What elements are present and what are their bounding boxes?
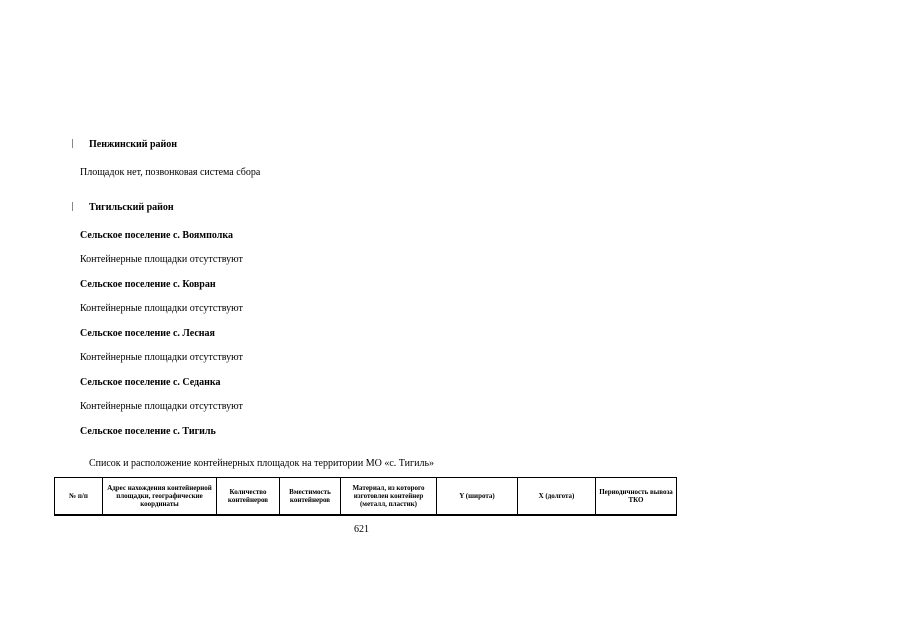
- settlement-status: Контейнерные площадки отсутствуют: [80, 401, 243, 412]
- section-heading-tigilsky: [72, 202, 174, 213]
- column-header: X (долгота): [518, 478, 596, 516]
- column-header: Адрес нахождения контейнерной площадки, географические координаты: [103, 478, 217, 516]
- section-heading-penzhinsky: [72, 139, 177, 150]
- column-header: Вместимость контейнеров: [280, 478, 341, 516]
- section-heading-text: Пенжинский район: [89, 139, 178, 150]
- table-header-row: [55, 478, 677, 516]
- bullet-icon: [72, 202, 76, 211]
- column-header: Y (широта): [437, 478, 518, 516]
- settlement-status: Контейнерные площадки отсутствуют: [80, 254, 243, 265]
- settlement-name: Сельское поселение с. Воямполка: [80, 230, 233, 241]
- page-number: 621: [354, 524, 369, 535]
- column-header: Материал, из которого изготовлен контейнер (металл, пластик): [341, 478, 437, 516]
- section-note: Площадок нет, позвонковая система сбора: [80, 167, 261, 178]
- section-heading-text: Тигильский район: [89, 202, 174, 213]
- bullet-icon: [72, 139, 76, 148]
- settlement-name: Сельское поселение с. Лесная: [80, 328, 215, 339]
- container-sites-table: [54, 477, 677, 516]
- settlement-status: Контейнерные площадки отсутствуют: [80, 352, 243, 363]
- settlement-name: Сельское поселение с. Тигиль: [80, 426, 216, 437]
- column-header: Количество контейнеров: [217, 478, 280, 516]
- settlement-status: Контейнерные площадки отсутствуют: [80, 303, 243, 314]
- table-caption: Список и расположение контейнерных площадок на территории МО «с. Тигиль»: [89, 458, 435, 469]
- column-header: Периодичность вывоза ТКО: [596, 478, 677, 516]
- settlement-name: Сельское поселение с. Ковран: [80, 279, 216, 290]
- column-header: № п/п: [55, 478, 103, 516]
- settlement-name: Сельское поселение с. Седанка: [80, 377, 221, 388]
